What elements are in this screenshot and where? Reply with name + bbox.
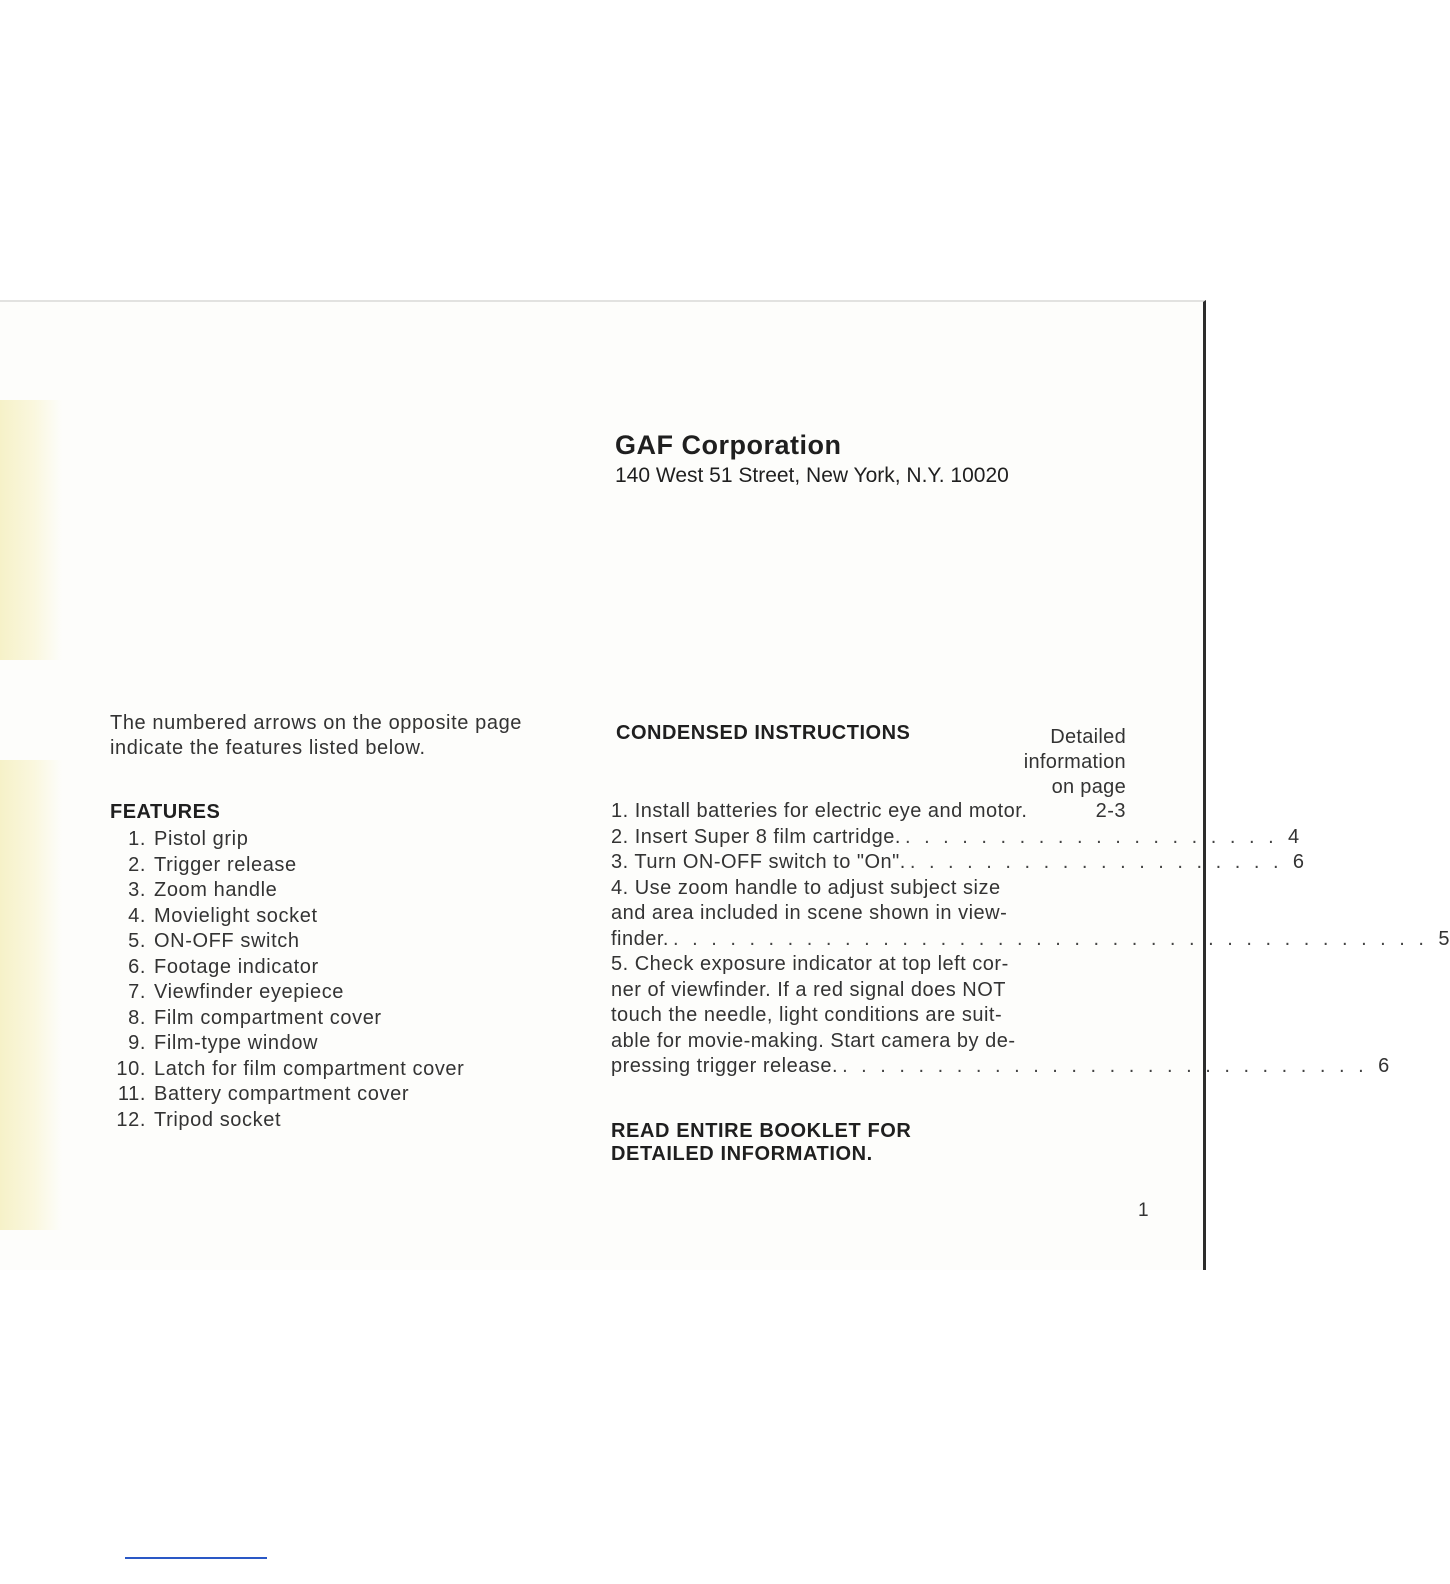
page-number: 1 xyxy=(1138,1200,1149,1221)
instruction-page-ref: 5 xyxy=(1438,927,1450,950)
page-edge-stain xyxy=(0,760,62,1230)
leader-dots: . . . . . . . . . . . . . . . . . . . . . . . . . . . . xyxy=(842,1055,1368,1077)
instruction-step xyxy=(611,850,1305,876)
feature-item xyxy=(110,904,540,930)
feature-item xyxy=(110,853,540,879)
feature-label: Footage indicator xyxy=(154,955,319,978)
detail-note-line: information xyxy=(1023,751,1126,773)
instruction-text: and area included in scene shown in view- xyxy=(611,902,1008,924)
instruction-text: 4. Use zoom handle to adjust subject size xyxy=(611,876,1001,899)
instruction-text: 1. Install batteries for electric eye and motor. xyxy=(611,800,1028,822)
feature-item xyxy=(110,1057,540,1083)
feature-item xyxy=(110,980,540,1006)
feature-label: Pistol grip xyxy=(154,828,249,850)
instruction-text: pressing trigger release. xyxy=(611,1055,839,1077)
instruction-page-ref: 4 xyxy=(1288,825,1300,848)
feature-label: Movielight socket xyxy=(154,904,318,927)
instruction-text: able for movie-making. Start camera by de- xyxy=(611,1029,1016,1052)
detail-note-line: Detailed xyxy=(1050,726,1126,748)
instruction-text: 3. Turn ON-OFF switch to "On". xyxy=(611,851,906,873)
blue-underline-mark xyxy=(125,1557,267,1559)
feature-number: 10. xyxy=(116,1057,146,1080)
feature-number: 11. xyxy=(117,1083,146,1105)
feature-label: Latch for film compartment cover xyxy=(154,1057,465,1080)
feature-item xyxy=(110,929,540,955)
page-edge-stain xyxy=(0,400,62,660)
feature-label: Film-type window xyxy=(154,1032,319,1054)
instruction-text: 2. Insert Super 8 film cartridge. xyxy=(611,825,901,848)
instructions-section xyxy=(611,722,1450,1166)
leader-dots: . . . . . . . . . . . . . . . . . . . . xyxy=(909,851,1283,873)
feature-label: Viewfinder eyepiece xyxy=(154,981,345,1003)
feature-label: Tripod socket xyxy=(154,1108,282,1131)
company-header xyxy=(615,428,1135,490)
feature-item xyxy=(110,1082,540,1108)
feature-item xyxy=(110,955,540,981)
feature-item xyxy=(110,878,540,904)
read-booklet-line: READ ENTIRE BOOKLET FOR xyxy=(611,1119,912,1142)
features-heading: FEATURES xyxy=(110,801,221,823)
feature-label: Battery compartment cover xyxy=(154,1083,410,1105)
features-section xyxy=(110,711,540,1133)
feature-label: Film compartment cover xyxy=(154,1006,382,1029)
instructions-heading: CONDENSED INSTRUCTIONS xyxy=(616,722,911,744)
instruction-text: touch the needle, light conditions are suit- xyxy=(611,1004,1003,1026)
feature-number: 7. xyxy=(128,981,146,1003)
instructions-list xyxy=(611,799,1450,1080)
feature-number: 9. xyxy=(128,1032,146,1054)
read-booklet-note xyxy=(611,1120,1126,1166)
instruction-page-ref: 2-3 xyxy=(1095,800,1126,822)
feature-number: 2. xyxy=(128,853,146,876)
feature-number: 5. xyxy=(128,930,146,952)
leader-dots: . . . . . . . . . . . . . . . . . . . . xyxy=(904,825,1278,848)
instruction-text: ner of viewfinder. If a red signal does NOT xyxy=(611,978,1007,1001)
instruction-step xyxy=(611,952,1390,1080)
instruction-step xyxy=(611,825,1300,851)
feature-number: 1. xyxy=(128,828,146,850)
company-address: 140 West 51 Street, New York, N.Y. 10020 xyxy=(615,464,1009,487)
feature-label: Zoom handle xyxy=(154,879,278,901)
company-name: GAF Corporation xyxy=(615,430,842,460)
instruction-page-ref: 6 xyxy=(1292,851,1305,873)
instruction-text: 5. Check exposure indicator at top left cor- xyxy=(611,953,1009,975)
feature-number: 12. xyxy=(116,1108,146,1131)
feature-item xyxy=(110,1108,540,1134)
feature-number: 4. xyxy=(128,904,146,927)
feature-item xyxy=(110,1031,540,1057)
instruction-step xyxy=(611,876,1450,953)
feature-number: 6. xyxy=(128,955,146,978)
detail-note-line: on page xyxy=(1051,776,1126,798)
feature-item xyxy=(110,827,540,853)
read-booklet-line: DETAILED INFORMATION. xyxy=(611,1142,873,1165)
feature-number: 3. xyxy=(128,879,146,901)
feature-item xyxy=(110,1006,540,1032)
feature-number: 8. xyxy=(128,1006,146,1029)
leader-dots: . . . . . . . . . . . . . . . . . . . . . . . . . . . . . . . . . . . . . . . . xyxy=(672,927,1428,950)
instruction-page-ref: 6 xyxy=(1378,1055,1390,1077)
instruction-text: finder. xyxy=(611,927,669,950)
feature-label: ON-OFF switch xyxy=(154,930,300,952)
intro-text: The numbered arrows on the opposite page indicate the features listed below. xyxy=(110,712,523,759)
features-list xyxy=(110,827,540,1133)
instructions-header xyxy=(611,722,1126,799)
detail-page-note xyxy=(976,725,1126,800)
instruction-step xyxy=(611,799,1126,825)
feature-label: Trigger release xyxy=(154,853,297,876)
